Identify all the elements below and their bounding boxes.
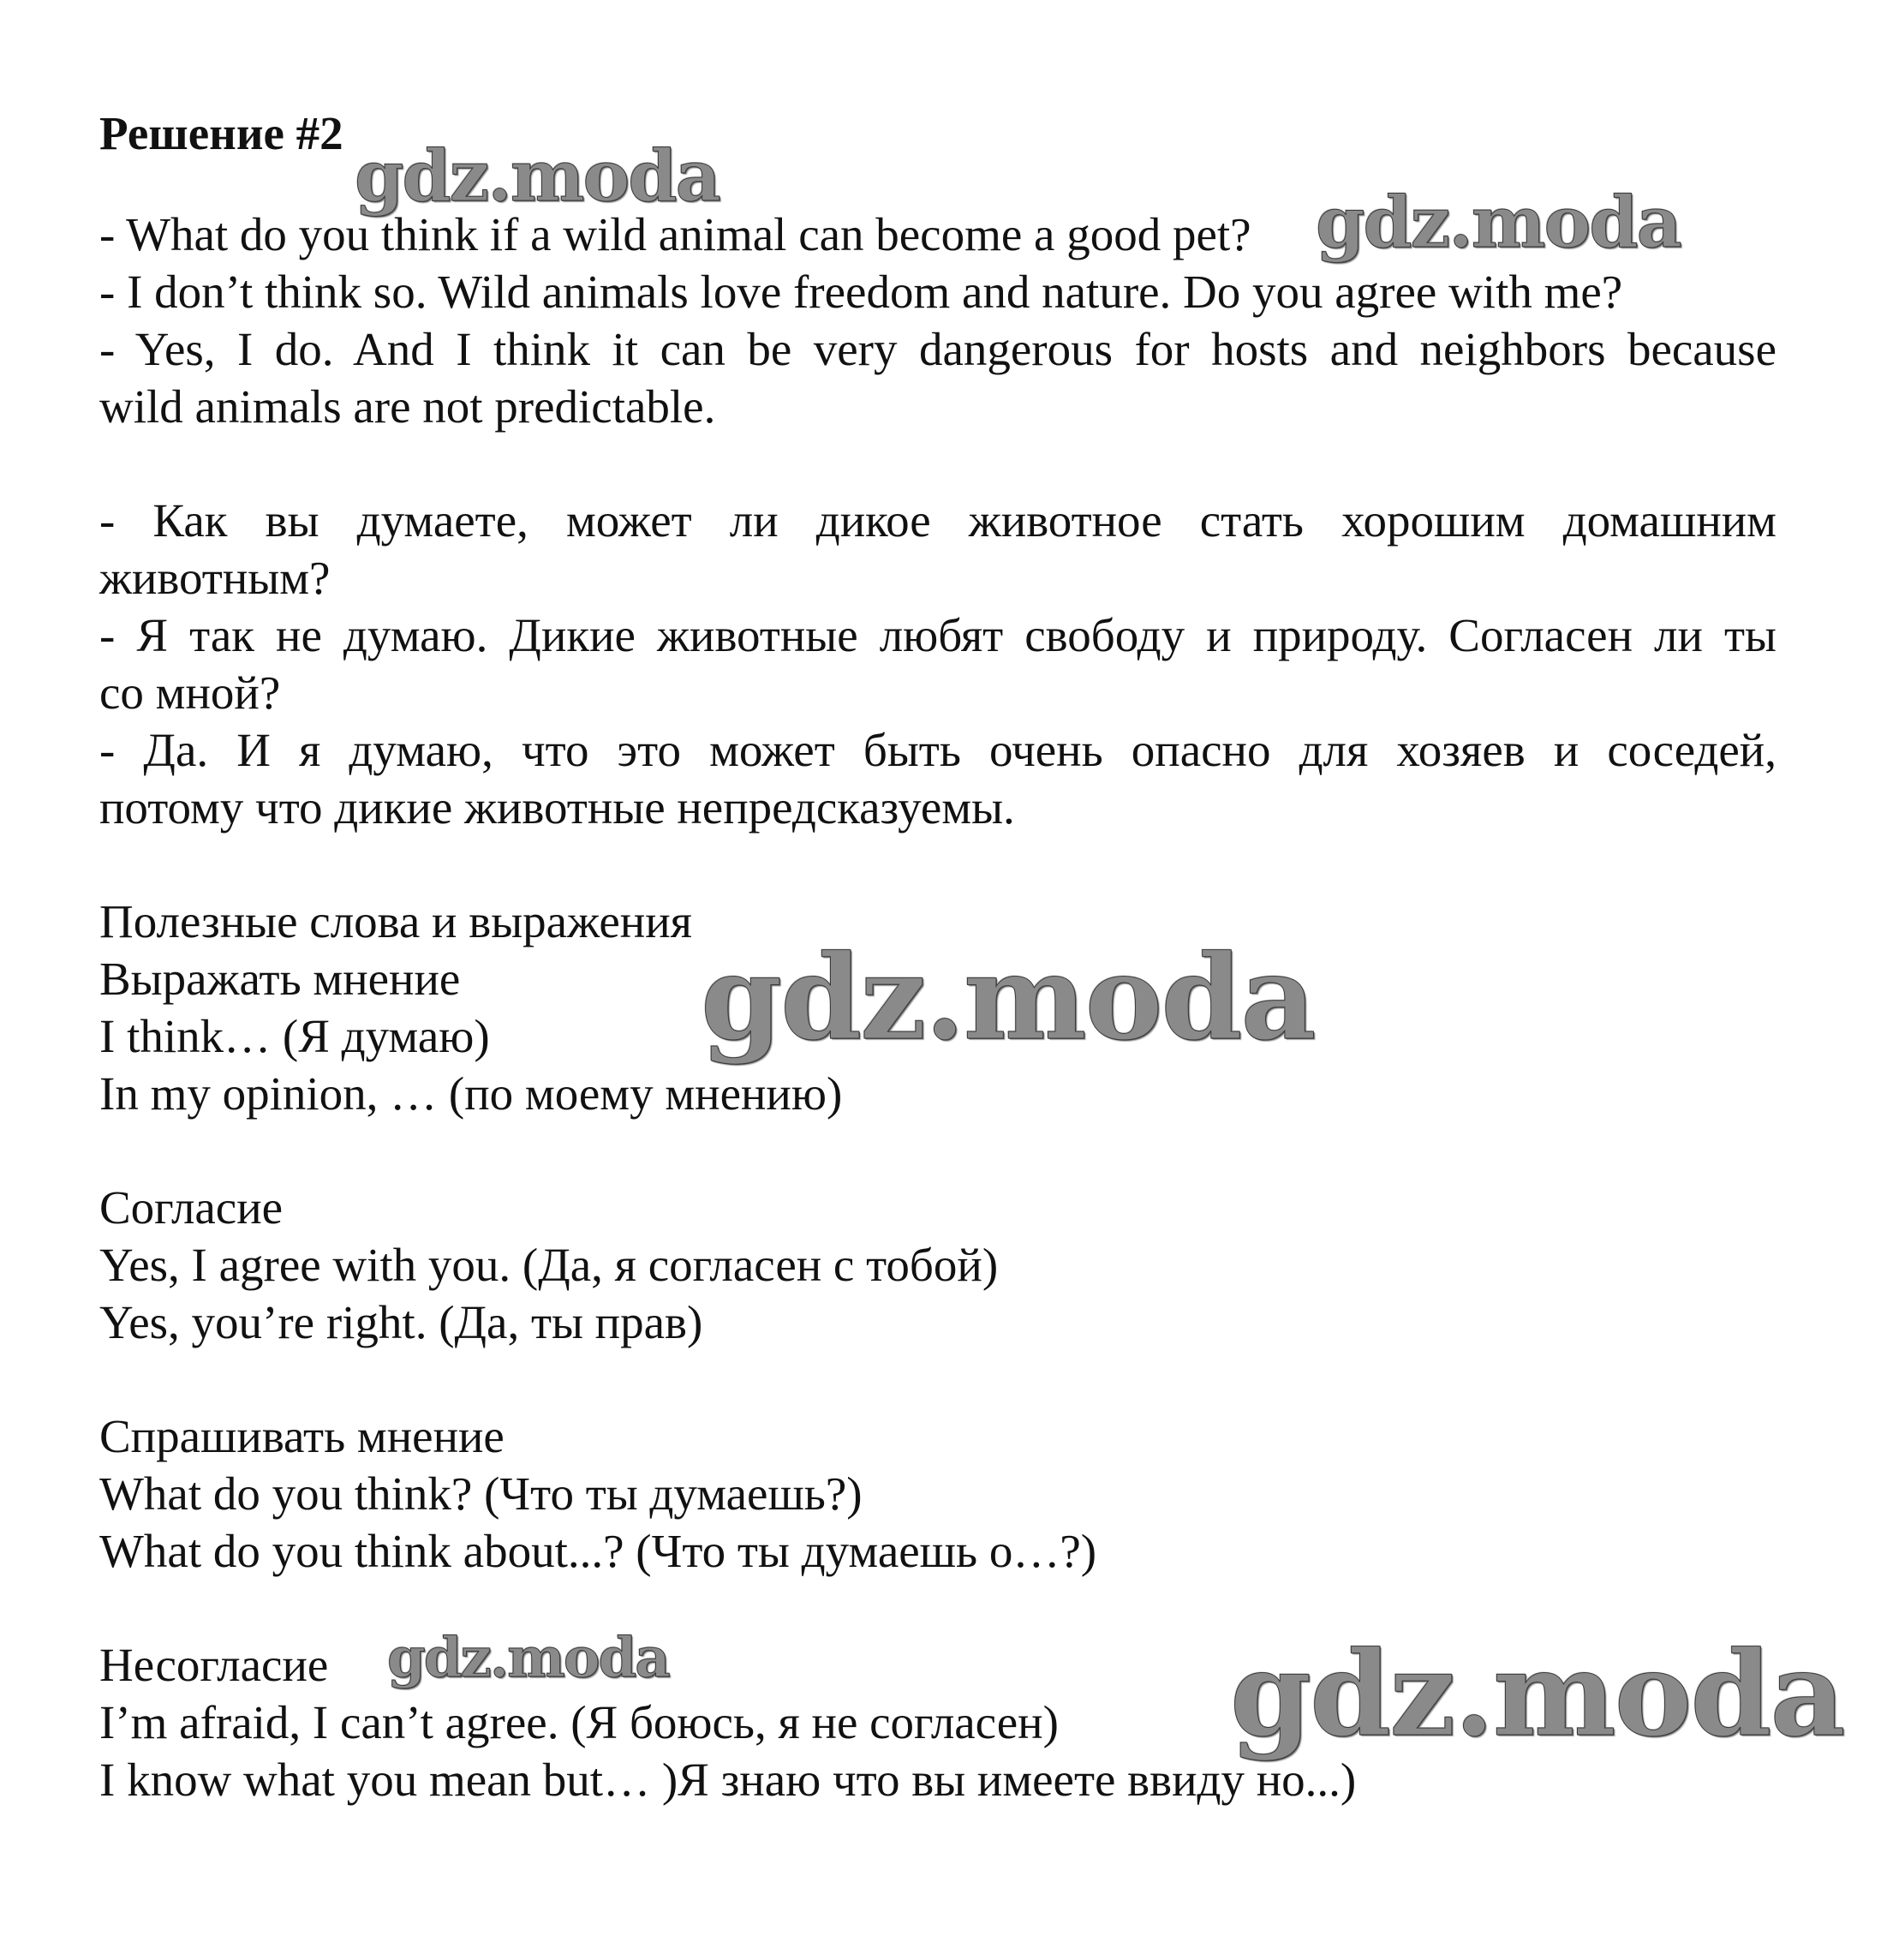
russian-line-2b: со мной? <box>99 666 281 719</box>
watermark: gdz.moda <box>355 135 720 218</box>
section-heading-disagreement: Несогласие <box>99 1639 329 1691</box>
section-heading-asking: Спрашивать мнение <box>99 1410 505 1462</box>
russian-line-3b: потому что дикие животные непредсказуемы. <box>99 781 1015 834</box>
phrase-item: What do you think about...? (Что ты думаешь о…?) <box>99 1525 1097 1577</box>
watermark: gdz.moda <box>701 929 1315 1067</box>
section-heading-agreement: Согласие <box>99 1181 284 1234</box>
english-line-3b: wild animals are not predictable. <box>99 380 716 433</box>
english-line-1: - What do you think if a wild animal can become a good pet? <box>99 208 1251 260</box>
useful-heading: Полезные слова и выражения <box>99 895 692 947</box>
russian-line-3a: - Да. И я думаю, что это может быть очень опасно для хозяев и соседей, <box>99 724 1776 776</box>
english-line-2: - I don’t think so. Wild animals love freedom and nature. Do you agree with me? <box>99 266 1623 318</box>
section-heading-opinion: Выражать мнение <box>99 953 461 1005</box>
phrase-item: Yes, I agree with you. (Да, я согласен с тобой) <box>99 1239 999 1291</box>
russian-line-1a: - Как вы думаете, может ли дикое животное стать хорошим домашним <box>99 494 1776 547</box>
phrase-item: I think… (Я думаю) <box>99 1010 490 1062</box>
phrase-item: What do you think? (Что ты думаешь?) <box>99 1467 863 1520</box>
english-line-3a: - Yes, I do. And I think it can be very dangerous for hosts and neighbors because <box>99 323 1776 375</box>
watermark: gdz.moda <box>1316 182 1681 264</box>
watermark: gdz.moda <box>1230 1626 1844 1763</box>
russian-line-1b: животным? <box>99 552 331 604</box>
phrase-item: Yes, you’re right. (Да, ты прав) <box>99 1296 703 1348</box>
russian-line-2a: - Я так не думаю. Дикие животные любят свободу и природу. Согласен ли ты <box>99 609 1776 661</box>
phrase-item: In my opinion, … (по моему мнению) <box>99 1067 843 1120</box>
page-title: Решение #2 <box>99 107 343 159</box>
phrase-item: I know what you mean but… )Я знаю что вы имеете ввиду но...) <box>99 1754 1357 1806</box>
phrase-item: I’m afraid, I can’t agree. (Я боюсь, я не согласен) <box>99 1696 1059 1748</box>
watermark: gdz.moda <box>387 1626 669 1690</box>
